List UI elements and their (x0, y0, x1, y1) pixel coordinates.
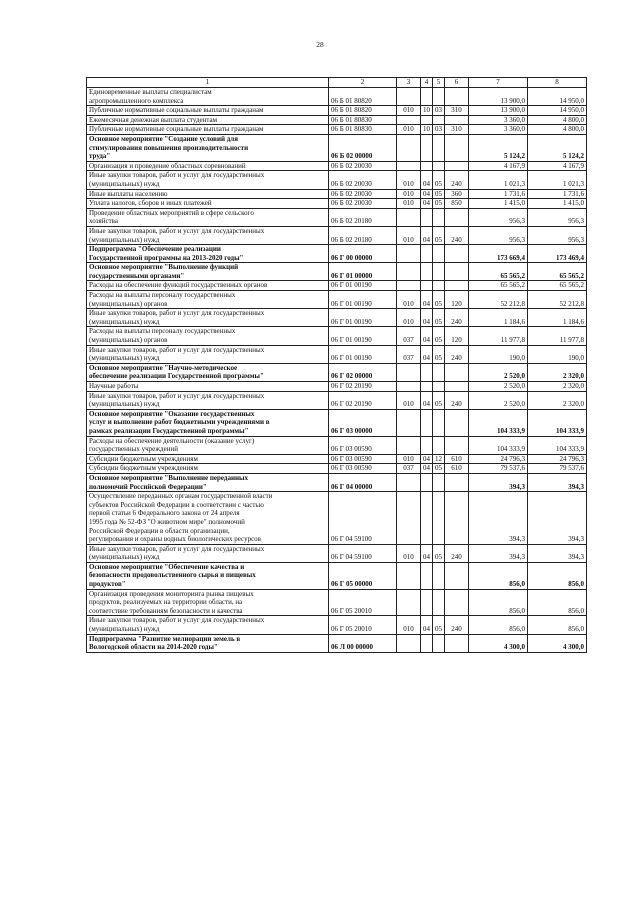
row-expense-type-code: 240 (445, 309, 469, 327)
row-section-code (421, 134, 433, 161)
row-name: Иные закупки товаров, работ и услуг для государственных (муниципальных) нужд (87, 544, 329, 562)
row-ministry-code: 010 (397, 309, 421, 327)
row-section-code (421, 281, 433, 291)
row-subsection-code (433, 634, 445, 652)
row-amount-col8: 2 320,0 (528, 382, 587, 392)
row-ministry-code (397, 161, 421, 171)
row-subsection-code: 05 (433, 199, 445, 209)
row-ministry-code: 010 (397, 544, 421, 562)
row-subsection-code (433, 161, 445, 171)
table-row (87, 309, 587, 327)
row-code: 06 Г 05 20010 (329, 589, 397, 616)
row-expense-type-code: 240 (445, 345, 469, 363)
row-amount-col8: 4 800,0 (528, 125, 587, 135)
row-code: 06 Г 02 20190 (329, 391, 397, 409)
row-amount-col8: 5 124,2 (528, 134, 587, 161)
row-ministry-code: 010 (397, 199, 421, 209)
row-code: 06 Г 01 00190 (329, 291, 397, 309)
row-code: 06 Б 01 80820 (329, 88, 397, 106)
row-name: Иные закупки товаров, работ и услуг для государственных (муниципальных) нужд (87, 391, 329, 409)
row-section-code (421, 634, 433, 652)
row-name: Иные выплаты населению (87, 189, 329, 199)
column-header: 1 (87, 78, 329, 88)
row-expense-type-code (445, 208, 469, 226)
table-row (87, 189, 587, 199)
row-section-code (421, 363, 433, 381)
row-amount-col8: 2 320,0 (528, 391, 587, 409)
row-subsection-code: 12 (433, 454, 445, 464)
row-code: 06 Б 02 20030 (329, 189, 397, 199)
row-expense-type-code (445, 161, 469, 171)
row-expense-type-code (445, 409, 469, 436)
row-name: Расходы на обеспечение функций государственных органов (87, 281, 329, 291)
row-ministry-code (397, 473, 421, 491)
row-amount-col8: 65 565,2 (528, 263, 587, 281)
row-amount-col7: 173 669,4 (469, 245, 528, 263)
row-code: 06 Г 02 20190 (329, 382, 397, 392)
row-amount-col7: 4 300,0 (469, 634, 528, 652)
row-name: Иные закупки товаров, работ и услуг для государственных (муниципальных) нужд (87, 616, 329, 634)
row-amount-col7: 856,0 (469, 589, 528, 616)
row-subsection-code: 05 (433, 171, 445, 189)
row-code: 06 Г 01 00190 (329, 345, 397, 363)
row-amount-col7: 394,3 (469, 492, 528, 545)
row-amount-col8: 4 800,0 (528, 115, 587, 125)
row-name: Расходы на выплаты персоналу государственных (муниципальных) органов (87, 291, 329, 309)
row-section-code: 04 (421, 291, 433, 309)
page-number: 28 (316, 40, 324, 49)
row-expense-type-code: 610 (445, 454, 469, 464)
row-name: Публичные нормативные социальные выплаты гражданам (87, 106, 329, 116)
row-amount-col7: 956,3 (469, 226, 528, 244)
budget-table (86, 77, 587, 653)
row-name: Иные закупки товаров, работ и услуг для государственных (муниципальных) нужд (87, 345, 329, 363)
row-subsection-code: 05 (433, 464, 445, 474)
row-code: 06 Б 02 20030 (329, 171, 397, 189)
row-subsection-code (433, 208, 445, 226)
row-section-code: 04 (421, 454, 433, 464)
row-ministry-code (397, 281, 421, 291)
row-subsection-code (433, 245, 445, 263)
column-header: 4 (421, 78, 433, 88)
row-name: Субсидии бюджетным учреждениям (87, 454, 329, 464)
row-expense-type-code (445, 634, 469, 652)
table-row (87, 454, 587, 464)
row-expense-type-code: 240 (445, 226, 469, 244)
row-name: Основное мероприятие "Выполнение функций государственными органами" (87, 263, 329, 281)
row-amount-col7: 13 900,0 (469, 106, 528, 116)
table-row (87, 115, 587, 125)
table-row (87, 409, 587, 436)
table-row (87, 616, 587, 634)
row-expense-type-code (445, 88, 469, 106)
row-amount-col8: 394,3 (528, 473, 587, 491)
row-section-code (421, 263, 433, 281)
row-code: 06 Г 04 59100 (329, 544, 397, 562)
row-expense-type-code: 310 (445, 125, 469, 135)
table-row (87, 589, 587, 616)
row-amount-col8: 14 950,0 (528, 88, 587, 106)
row-amount-col7: 104 333,9 (469, 436, 528, 454)
row-section-code: 10 (421, 125, 433, 135)
row-name: Публичные нормативные социальные выплаты гражданам (87, 125, 329, 135)
row-ministry-code (397, 134, 421, 161)
row-subsection-code (433, 88, 445, 106)
row-amount-col8: 4 300,0 (528, 634, 587, 652)
row-expense-type-code (445, 134, 469, 161)
row-section-code (421, 208, 433, 226)
row-section-code: 04 (421, 345, 433, 363)
row-subsection-code (433, 115, 445, 125)
row-expense-type-code: 120 (445, 327, 469, 345)
row-expense-type-code: 610 (445, 464, 469, 474)
row-ministry-code (397, 562, 421, 589)
row-amount-col8: 104 333,9 (528, 409, 587, 436)
row-name: Основное мероприятие "Создание условий для стимулирования повышения производительности труда" (87, 134, 329, 161)
column-header: 7 (469, 78, 528, 88)
row-ministry-code: 010 (397, 106, 421, 116)
row-code: 06 Б 02 20030 (329, 199, 397, 209)
row-expense-type-code (445, 263, 469, 281)
row-code: 06 Г 03 00590 (329, 454, 397, 464)
row-amount-col7: 856,0 (469, 562, 528, 589)
row-expense-type-code (445, 562, 469, 589)
row-amount-col8: 52 212,8 (528, 291, 587, 309)
row-code: 06 Г 02 00000 (329, 363, 397, 381)
row-subsection-code: 05 (433, 544, 445, 562)
row-subsection-code (433, 281, 445, 291)
row-section-code: 04 (421, 544, 433, 562)
row-amount-col7: 5 124,2 (469, 134, 528, 161)
row-section-code (421, 473, 433, 491)
row-amount-col8: 856,0 (528, 562, 587, 589)
row-amount-col8: 190,0 (528, 345, 587, 363)
table-row (87, 634, 587, 652)
table-row (87, 327, 587, 345)
row-amount-col8: 14 950,0 (528, 106, 587, 116)
table-row (87, 226, 587, 244)
row-code: 06 Б 01 80820 (329, 106, 397, 116)
row-ministry-code (397, 589, 421, 616)
table-row (87, 88, 587, 106)
table-row (87, 125, 587, 135)
row-ministry-code: 010 (397, 454, 421, 464)
table-row (87, 544, 587, 562)
row-expense-type-code (445, 245, 469, 263)
row-amount-col7: 856,0 (469, 616, 528, 634)
row-amount-col8: 956,3 (528, 226, 587, 244)
row-code: 06 Г 03 00000 (329, 409, 397, 436)
row-name: Проведение областных мероприятий в сфере сельского хозяйства (87, 208, 329, 226)
row-section-code (421, 409, 433, 436)
row-code: 06 Г 01 00190 (329, 327, 397, 345)
table-row (87, 171, 587, 189)
row-subsection-code (433, 409, 445, 436)
row-name: Подпрограмма "Обеспечение реализации Государственной программы на 2013-2020 годы" (87, 245, 329, 263)
row-section-code: 04 (421, 199, 433, 209)
row-amount-col7: 4 167,9 (469, 161, 528, 171)
row-code: 06 Г 03 00590 (329, 436, 397, 454)
row-amount-col7: 13 900,0 (469, 88, 528, 106)
row-ministry-code: 010 (397, 391, 421, 409)
row-name: Ежемесячная денежная выплата студентам (87, 115, 329, 125)
table-row (87, 464, 587, 474)
row-subsection-code (433, 363, 445, 381)
row-code: 06 Г 01 00190 (329, 309, 397, 327)
row-section-code (421, 562, 433, 589)
table-row (87, 199, 587, 209)
row-amount-col7: 3 360,0 (469, 115, 528, 125)
row-section-code: 10 (421, 106, 433, 116)
row-name: Научные работы (87, 382, 329, 392)
row-ministry-code (397, 115, 421, 125)
column-header: 6 (445, 78, 469, 88)
row-name: Основное мероприятие "Обеспечение качества и безопасности продовольственного сырья и пищевых продуктов" (87, 562, 329, 589)
row-subsection-code: 03 (433, 125, 445, 135)
table-row (87, 106, 587, 116)
row-amount-col7: 394,3 (469, 473, 528, 491)
row-ministry-code (397, 634, 421, 652)
row-ministry-code (397, 208, 421, 226)
row-ministry-code (397, 382, 421, 392)
row-amount-col7: 1 415,0 (469, 199, 528, 209)
row-amount-col8: 1 415,0 (528, 199, 587, 209)
row-ministry-code: 037 (397, 345, 421, 363)
row-subsection-code: 05 (433, 226, 445, 244)
column-header: 3 (397, 78, 421, 88)
table-header-row (87, 78, 587, 88)
row-amount-col7: 104 333,9 (469, 409, 528, 436)
row-expense-type-code (445, 382, 469, 392)
row-code: 06 Г 03 00590 (329, 464, 397, 474)
row-subsection-code (433, 473, 445, 491)
row-code: 06 Г 01 00190 (329, 281, 397, 291)
row-ministry-code (397, 245, 421, 263)
row-amount-col7: 65 565,2 (469, 263, 528, 281)
row-amount-col7: 394,3 (469, 544, 528, 562)
row-expense-type-code (445, 473, 469, 491)
row-section-code (421, 161, 433, 171)
row-name: Организация и проведение областных соревнований (87, 161, 329, 171)
row-code: 06 Б 02 20180 (329, 208, 397, 226)
column-header: 2 (329, 78, 397, 88)
table-row (87, 363, 587, 381)
row-amount-col8: 394,3 (528, 492, 587, 545)
row-name: Расходы на выплаты персоналу государственных (муниципальных) органов (87, 327, 329, 345)
table-row (87, 436, 587, 454)
row-subsection-code (433, 589, 445, 616)
row-section-code (421, 115, 433, 125)
row-section-code: 04 (421, 327, 433, 345)
row-expense-type-code: 240 (445, 391, 469, 409)
row-name: Иные закупки товаров, работ и услуг для государственных (муниципальных) нужд (87, 226, 329, 244)
row-ministry-code (397, 436, 421, 454)
row-amount-col8: 4 167,9 (528, 161, 587, 171)
table-row (87, 492, 587, 545)
row-expense-type-code (445, 589, 469, 616)
table-row (87, 473, 587, 491)
row-subsection-code: 05 (433, 391, 445, 409)
row-ministry-code: 010 (397, 189, 421, 199)
row-code: 06 Б 01 80830 (329, 115, 397, 125)
row-name: Основное мероприятие "Оказание государственных услуг и выполнение работ бюджетными учреждениями в рамках реализации Государственной программы" (87, 409, 329, 436)
row-amount-col7: 190,0 (469, 345, 528, 363)
row-subsection-code (433, 134, 445, 161)
row-amount-col7: 79 537,6 (469, 464, 528, 474)
row-expense-type-code: 850 (445, 199, 469, 209)
row-amount-col8: 856,0 (528, 616, 587, 634)
row-code: 06 Г 05 00000 (329, 562, 397, 589)
row-subsection-code: 05 (433, 291, 445, 309)
row-amount-col7: 3 360,0 (469, 125, 528, 135)
row-ministry-code (397, 409, 421, 436)
table-row (87, 391, 587, 409)
row-subsection-code (433, 382, 445, 392)
row-code: 06 Б 02 20030 (329, 161, 397, 171)
row-subsection-code: 05 (433, 616, 445, 634)
row-amount-col8: 1 021,3 (528, 171, 587, 189)
row-amount-col7: 1 731,6 (469, 189, 528, 199)
row-amount-col8: 173 469,4 (528, 245, 587, 263)
row-section-code (421, 436, 433, 454)
row-amount-col8: 79 537,6 (528, 464, 587, 474)
row-amount-col7: 956,3 (469, 208, 528, 226)
row-expense-type-code: 310 (445, 106, 469, 116)
row-section-code (421, 88, 433, 106)
table-row (87, 134, 587, 161)
row-name: Иные закупки товаров, работ и услуг для государственных (муниципальных) нужд (87, 309, 329, 327)
row-name: Расходы на обеспечение деятельности (оказание услуг) государственных учреждений (87, 436, 329, 454)
row-expense-type-code (445, 281, 469, 291)
row-name: Единовременные выплаты специалистам агропромышленного комплекса (87, 88, 329, 106)
row-section-code: 04 (421, 616, 433, 634)
row-section-code: 04 (421, 464, 433, 474)
row-expense-type-code (445, 363, 469, 381)
row-code: 06 Б 01 80830 (329, 125, 397, 135)
row-subsection-code: 05 (433, 309, 445, 327)
column-header: 8 (528, 78, 587, 88)
row-ministry-code: 010 (397, 226, 421, 244)
row-ministry-code (397, 88, 421, 106)
row-amount-col8: 1 731,6 (528, 189, 587, 199)
row-amount-col7: 24 796,3 (469, 454, 528, 464)
row-expense-type-code (445, 436, 469, 454)
row-name: Уплата налогов, сборов и иных платежей (87, 199, 329, 209)
row-amount-col7: 2 520,0 (469, 363, 528, 381)
row-code: 06 Б 02 00000 (329, 134, 397, 161)
row-name: Субсидии бюджетным учреждениям (87, 464, 329, 474)
row-section-code: 04 (421, 226, 433, 244)
row-amount-col8: 856,0 (528, 589, 587, 616)
row-section-code (421, 492, 433, 545)
row-name: Иные закупки товаров, работ и услуг для государственных (муниципальных) нужд (87, 171, 329, 189)
row-amount-col7: 65 565,2 (469, 281, 528, 291)
row-subsection-code: 05 (433, 189, 445, 199)
row-subsection-code: 05 (433, 345, 445, 363)
row-subsection-code (433, 263, 445, 281)
row-amount-col7: 1 021,3 (469, 171, 528, 189)
row-expense-type-code (445, 492, 469, 545)
row-code: 06 Г 00 00000 (329, 245, 397, 263)
row-code: 06 Г 04 59100 (329, 492, 397, 545)
column-header: 5 (433, 78, 445, 88)
row-name: Осуществление переданных органам государственной власти субъектов Российской Федерации в соответствии с частью первой статьи 6 Федерального закона от 24 апреля 1995 года № 52-ФЗ "О животном мире" полномочий Российской Федерации в области организации, регулирования и охраны водных биологических ресурсов (87, 492, 329, 545)
row-subsection-code (433, 436, 445, 454)
row-subsection-code: 05 (433, 327, 445, 345)
row-section-code: 04 (421, 309, 433, 327)
row-ministry-code: 010 (397, 616, 421, 634)
row-expense-type-code: 360 (445, 189, 469, 199)
row-amount-col8: 2 320,0 (528, 363, 587, 381)
table-row (87, 345, 587, 363)
table-row (87, 161, 587, 171)
row-expense-type-code: 120 (445, 291, 469, 309)
row-code: 06 Б 02 20180 (329, 226, 397, 244)
table-row (87, 562, 587, 589)
row-section-code (421, 589, 433, 616)
row-amount-col7: 11 977,8 (469, 327, 528, 345)
row-ministry-code (397, 263, 421, 281)
row-ministry-code (397, 492, 421, 545)
row-section-code: 04 (421, 189, 433, 199)
row-amount-col8: 104 333,9 (528, 436, 587, 454)
row-ministry-code: 037 (397, 464, 421, 474)
row-subsection-code (433, 562, 445, 589)
row-ministry-code: 010 (397, 291, 421, 309)
row-amount-col7: 52 212,8 (469, 291, 528, 309)
row-section-code (421, 382, 433, 392)
row-amount-col7: 2 520,0 (469, 382, 528, 392)
row-name: Основное мероприятие "Выполнение переданных полномочий Российской Федерации" (87, 473, 329, 491)
row-section-code: 04 (421, 171, 433, 189)
row-amount-col8: 11 977,8 (528, 327, 587, 345)
row-ministry-code (397, 363, 421, 381)
row-subsection-code (433, 492, 445, 545)
row-code: 06 Г 04 00000 (329, 473, 397, 491)
row-expense-type-code (445, 115, 469, 125)
row-expense-type-code: 240 (445, 544, 469, 562)
row-section-code: 04 (421, 391, 433, 409)
row-amount-col8: 24 796,3 (528, 454, 587, 464)
table-row (87, 208, 587, 226)
row-section-code (421, 245, 433, 263)
row-code: 06 Г 05 20010 (329, 616, 397, 634)
row-amount-col8: 65 565,2 (528, 281, 587, 291)
table-row (87, 291, 587, 309)
row-name: Основное мероприятие "Научно-методическое обеспечение реализации Государственной программы" (87, 363, 329, 381)
row-amount-col7: 2 520,0 (469, 391, 528, 409)
row-amount-col7: 1 184,6 (469, 309, 528, 327)
row-name: Организация проведения мониторинга рынка пищевых продуктов, реализуемых на территории области, на соответствие требованиям безопасности и качества (87, 589, 329, 616)
row-expense-type-code: 240 (445, 616, 469, 634)
table-row (87, 263, 587, 281)
row-amount-col8: 1 184,6 (528, 309, 587, 327)
row-amount-col8: 394,3 (528, 544, 587, 562)
row-ministry-code: 010 (397, 171, 421, 189)
row-ministry-code: 037 (397, 327, 421, 345)
table-row (87, 281, 587, 291)
table-row (87, 245, 587, 263)
row-subsection-code: 03 (433, 106, 445, 116)
table-row (87, 382, 587, 392)
row-code: 06 Л 00 00000 (329, 634, 397, 652)
row-amount-col8: 956,3 (528, 208, 587, 226)
row-ministry-code: 010 (397, 125, 421, 135)
row-name: Подпрограмма "Развитие мелиорации земель в Вологодской области на 2014-2020 годы" (87, 634, 329, 652)
row-code: 06 Г 01 00000 (329, 263, 397, 281)
row-expense-type-code: 240 (445, 171, 469, 189)
